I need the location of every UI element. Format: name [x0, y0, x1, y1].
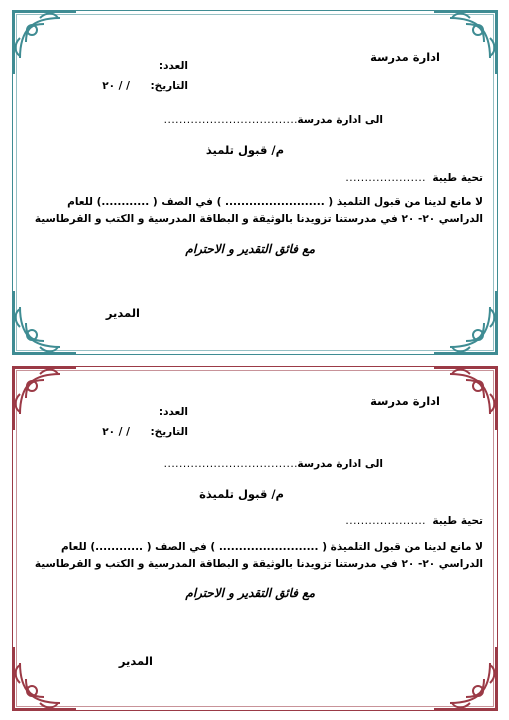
greeting-field[interactable]: .....................	[345, 515, 426, 527]
subject-line: م/ قبول تلميذة	[199, 487, 284, 501]
date-value[interactable]: / / ٢٠	[102, 80, 130, 92]
closing-line: مع فائق التقدير و الاحترام	[185, 242, 315, 256]
ornament-corner-icon	[10, 8, 80, 78]
date-label: التاريخ:	[150, 426, 188, 438]
body-line-2: الدراسي ٢٠- ٢٠ في مدرستنا تزويدنا بالوثيقة و البطاقة المدرسية و الكتب و القرطاسية	[34, 213, 483, 225]
greeting-label: تحية طيبة	[432, 172, 483, 184]
to-school-label: الى ادارة مدرسة	[297, 458, 383, 470]
signature-label: المدير	[118, 654, 153, 668]
ornament-corner-icon	[10, 364, 80, 434]
ornament-corner-icon	[10, 643, 80, 713]
admission-form-male	[12, 10, 498, 355]
date-label: التاريخ:	[150, 80, 188, 92]
body-line-1: لا مانع لدينا من قبول التلميذة ( ......................... ) في الصف ( ............) للعام	[60, 541, 483, 553]
school-header: ادارة مدرسة	[370, 50, 440, 64]
admission-form-female	[12, 366, 498, 711]
number-label: العدد:	[158, 60, 188, 72]
greeting-field[interactable]: .....................	[345, 172, 426, 184]
ornament-corner-icon	[430, 364, 500, 434]
closing-line: مع فائق التقدير و الاحترام	[185, 586, 315, 600]
ornament-corner-icon	[430, 287, 500, 357]
school-header: ادارة مدرسة	[370, 394, 440, 408]
subject-line: م/ قبول تلميذ	[205, 143, 284, 157]
greeting-label: تحية طيبة	[432, 515, 483, 527]
ornament-corner-icon	[430, 643, 500, 713]
date-value[interactable]: / / ٢٠	[102, 426, 130, 438]
to-school-field[interactable]: ...................................	[163, 458, 298, 470]
number-label: العدد:	[158, 406, 188, 418]
to-school-field[interactable]: ...................................	[163, 114, 298, 126]
signature-label: المدير	[105, 306, 140, 320]
form-inner-border	[16, 370, 494, 707]
ornament-corner-icon	[10, 287, 80, 357]
body-line-2: الدراسي ٢٠- ٢٠ في مدرستنا تزويدنا بالوثيقة و البطاقة المدرسية و الكتب و القرطاسية	[34, 558, 483, 570]
body-line-1: لا مانع لدينا من قبول التلميذ ( ......................... ) في الصف ( ............) للعام	[67, 196, 483, 208]
ornament-corner-icon	[430, 8, 500, 78]
to-school-label: الى ادارة مدرسة	[297, 114, 383, 126]
